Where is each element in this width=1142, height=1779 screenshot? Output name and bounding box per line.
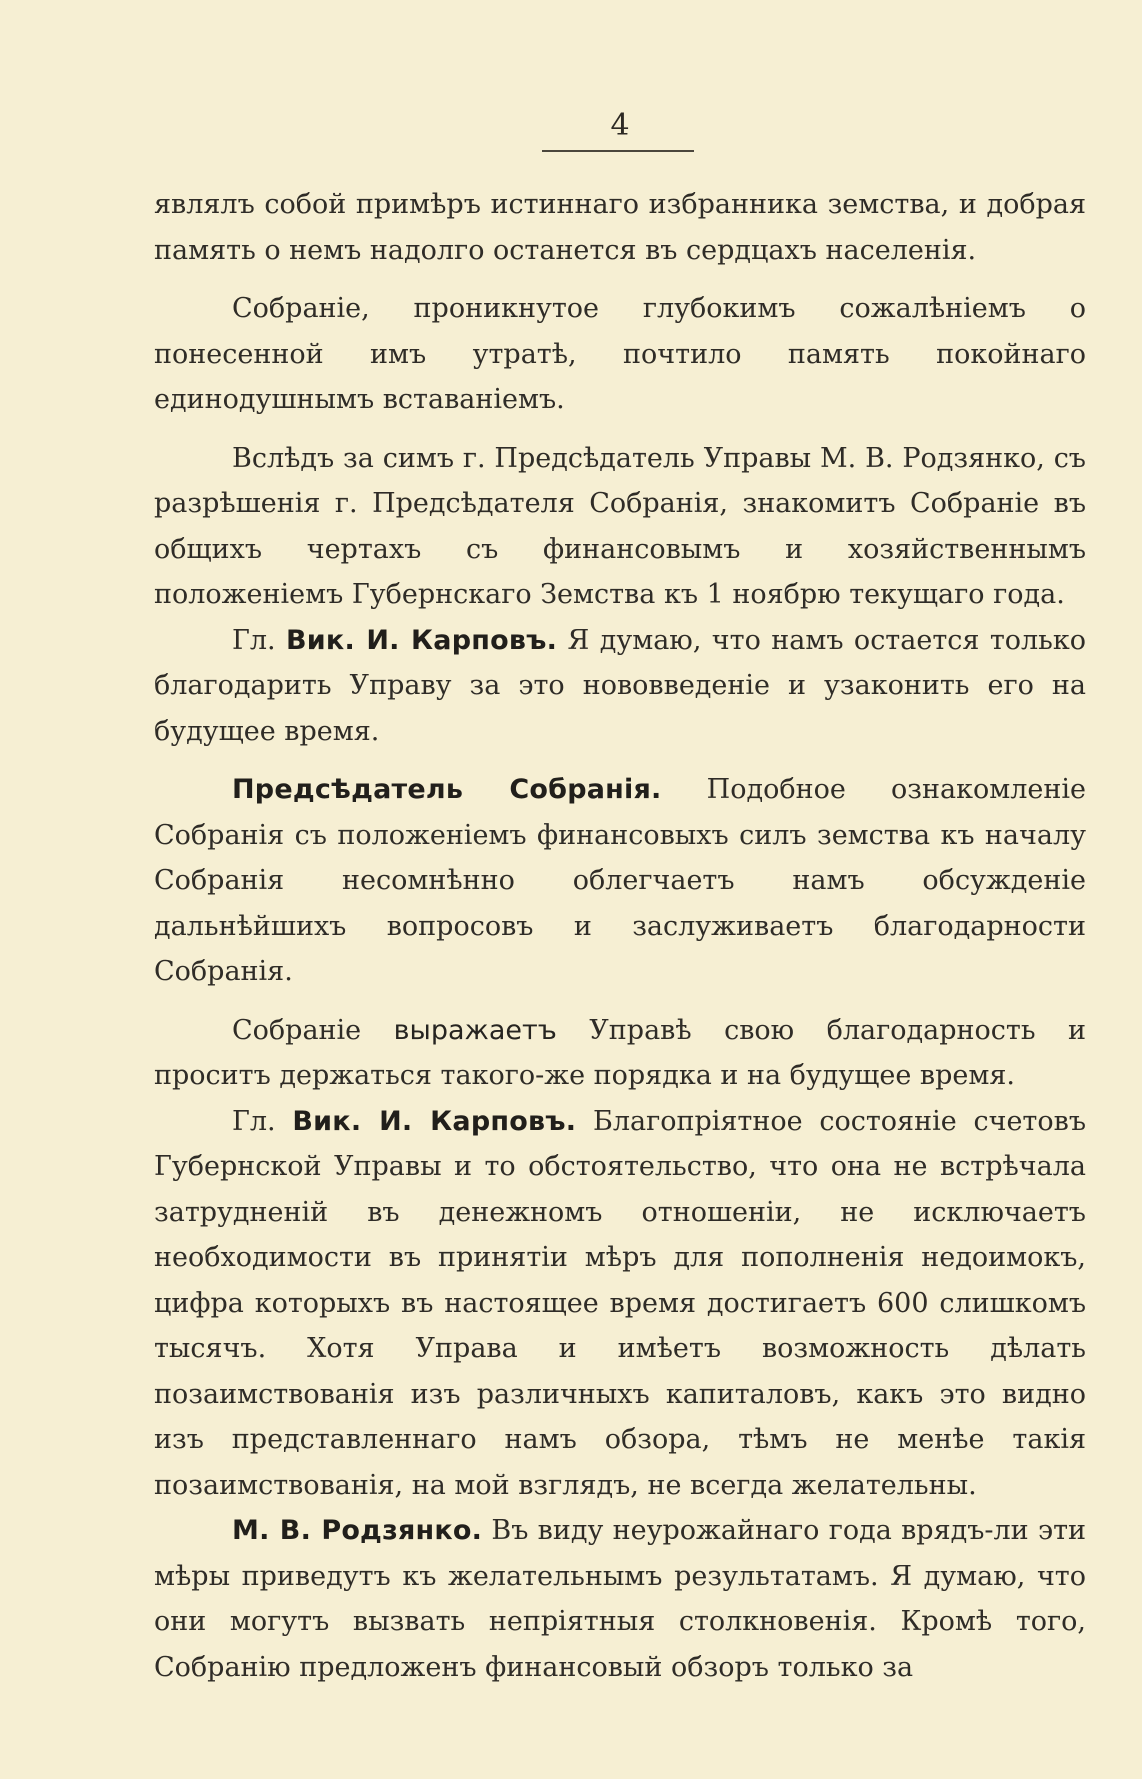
speaker-name: Вик. И. Карповъ. (292, 1105, 577, 1137)
paragraph-6 (154, 1008, 1086, 1099)
paragraph-lead: Собраніе (232, 1014, 394, 1046)
paragraph-text: Собраніе, проникнутое глубокимъ сожалѣніемъ о понесенной имъ утратѣ, почтило память покойнаго единодушнымъ вставаніемъ. (154, 293, 1086, 415)
paragraph-text: Въ виду неурожайнаго года врядъ-ли эти мѣры приведутъ къ желательнымъ результатамъ. Я думаю, что они могутъ вызвать непріятныя столкновенія. Кромѣ того, Собранію предложенъ финансовый обзоръ только за (154, 1515, 1086, 1683)
paragraph-text: Благопріятное состояніе счетовъ Губернской Управы и то обстоятельство, что она не встрѣчала затрудненій въ денежномъ отношеніи, не исключаетъ необходимости въ принятіи мѣръ для пополненія недоимокъ, цифра которыхъ въ настоящее время достигаетъ 600 слишкомъ тысячъ. Хотя Управа и имѣетъ возможность дѣлать позаимствованія изъ различныхъ капиталовъ, какъ это видно изъ представленнаго намъ обзора, тѣмъ не менѣе такія позаимствованія, на мой взглядъ, не всегда желательны. (154, 1105, 1087, 1501)
paragraph-text: Вслѣдъ за симъ г. Предсѣдатель Управы М. В. Родзянко, съ разрѣшенія г. Предсѣдателя Собранія, знакомитъ Собраніе въ общихъ чертахъ съ финансовымъ и хозяйственнымъ положеніемъ Губернскаго Земства къ 1 ноябрю текущаго года. (154, 442, 1086, 610)
body-text (154, 182, 1086, 1690)
paragraph-7 (154, 1099, 1086, 1509)
paragraph-5 (154, 767, 1086, 995)
paragraph-4 (154, 618, 1086, 755)
paragraph-text: Подобное ознакомленіе Собранія съ положеніемъ финансовыхъ силъ земства къ началу Собранія несомнѣнно облегчаетъ намъ обсужденіе дальнѣйшихъ вопросовъ и заслуживаетъ благодарности Собранія. (154, 774, 1086, 987)
paragraph-3 (154, 436, 1086, 618)
header-rule (542, 150, 694, 152)
emphasized-word: выражаетъ (393, 1014, 557, 1046)
speaker-name: М. В. Родзянко. (232, 1515, 483, 1546)
paragraph-1 (154, 182, 1086, 273)
paragraph-text: Управѣ свою благодарность и проситъ держаться такого-же порядка и на будущее время. (154, 1014, 1087, 1091)
paragraph-2 (154, 286, 1086, 423)
speaker-prefix: Гл. (232, 624, 287, 656)
speaker-name: Предсѣдатель Собранія. (232, 774, 662, 805)
speaker-name: Вик. И. Карповъ. (286, 624, 558, 656)
paragraph-8 (154, 1508, 1086, 1690)
page-number: 4 (610, 108, 630, 143)
paragraph-text: Я думаю, что намъ остается только благодарить Управу за это нововведеніе и узаконить его на будущее время. (154, 624, 1086, 747)
paragraph-text: являлъ собой примѣръ истиннаго избранника земства, и добрая память о немъ надолго останется въ сердцахъ населенія. (154, 189, 1086, 266)
speaker-prefix: Гл. (232, 1105, 293, 1137)
